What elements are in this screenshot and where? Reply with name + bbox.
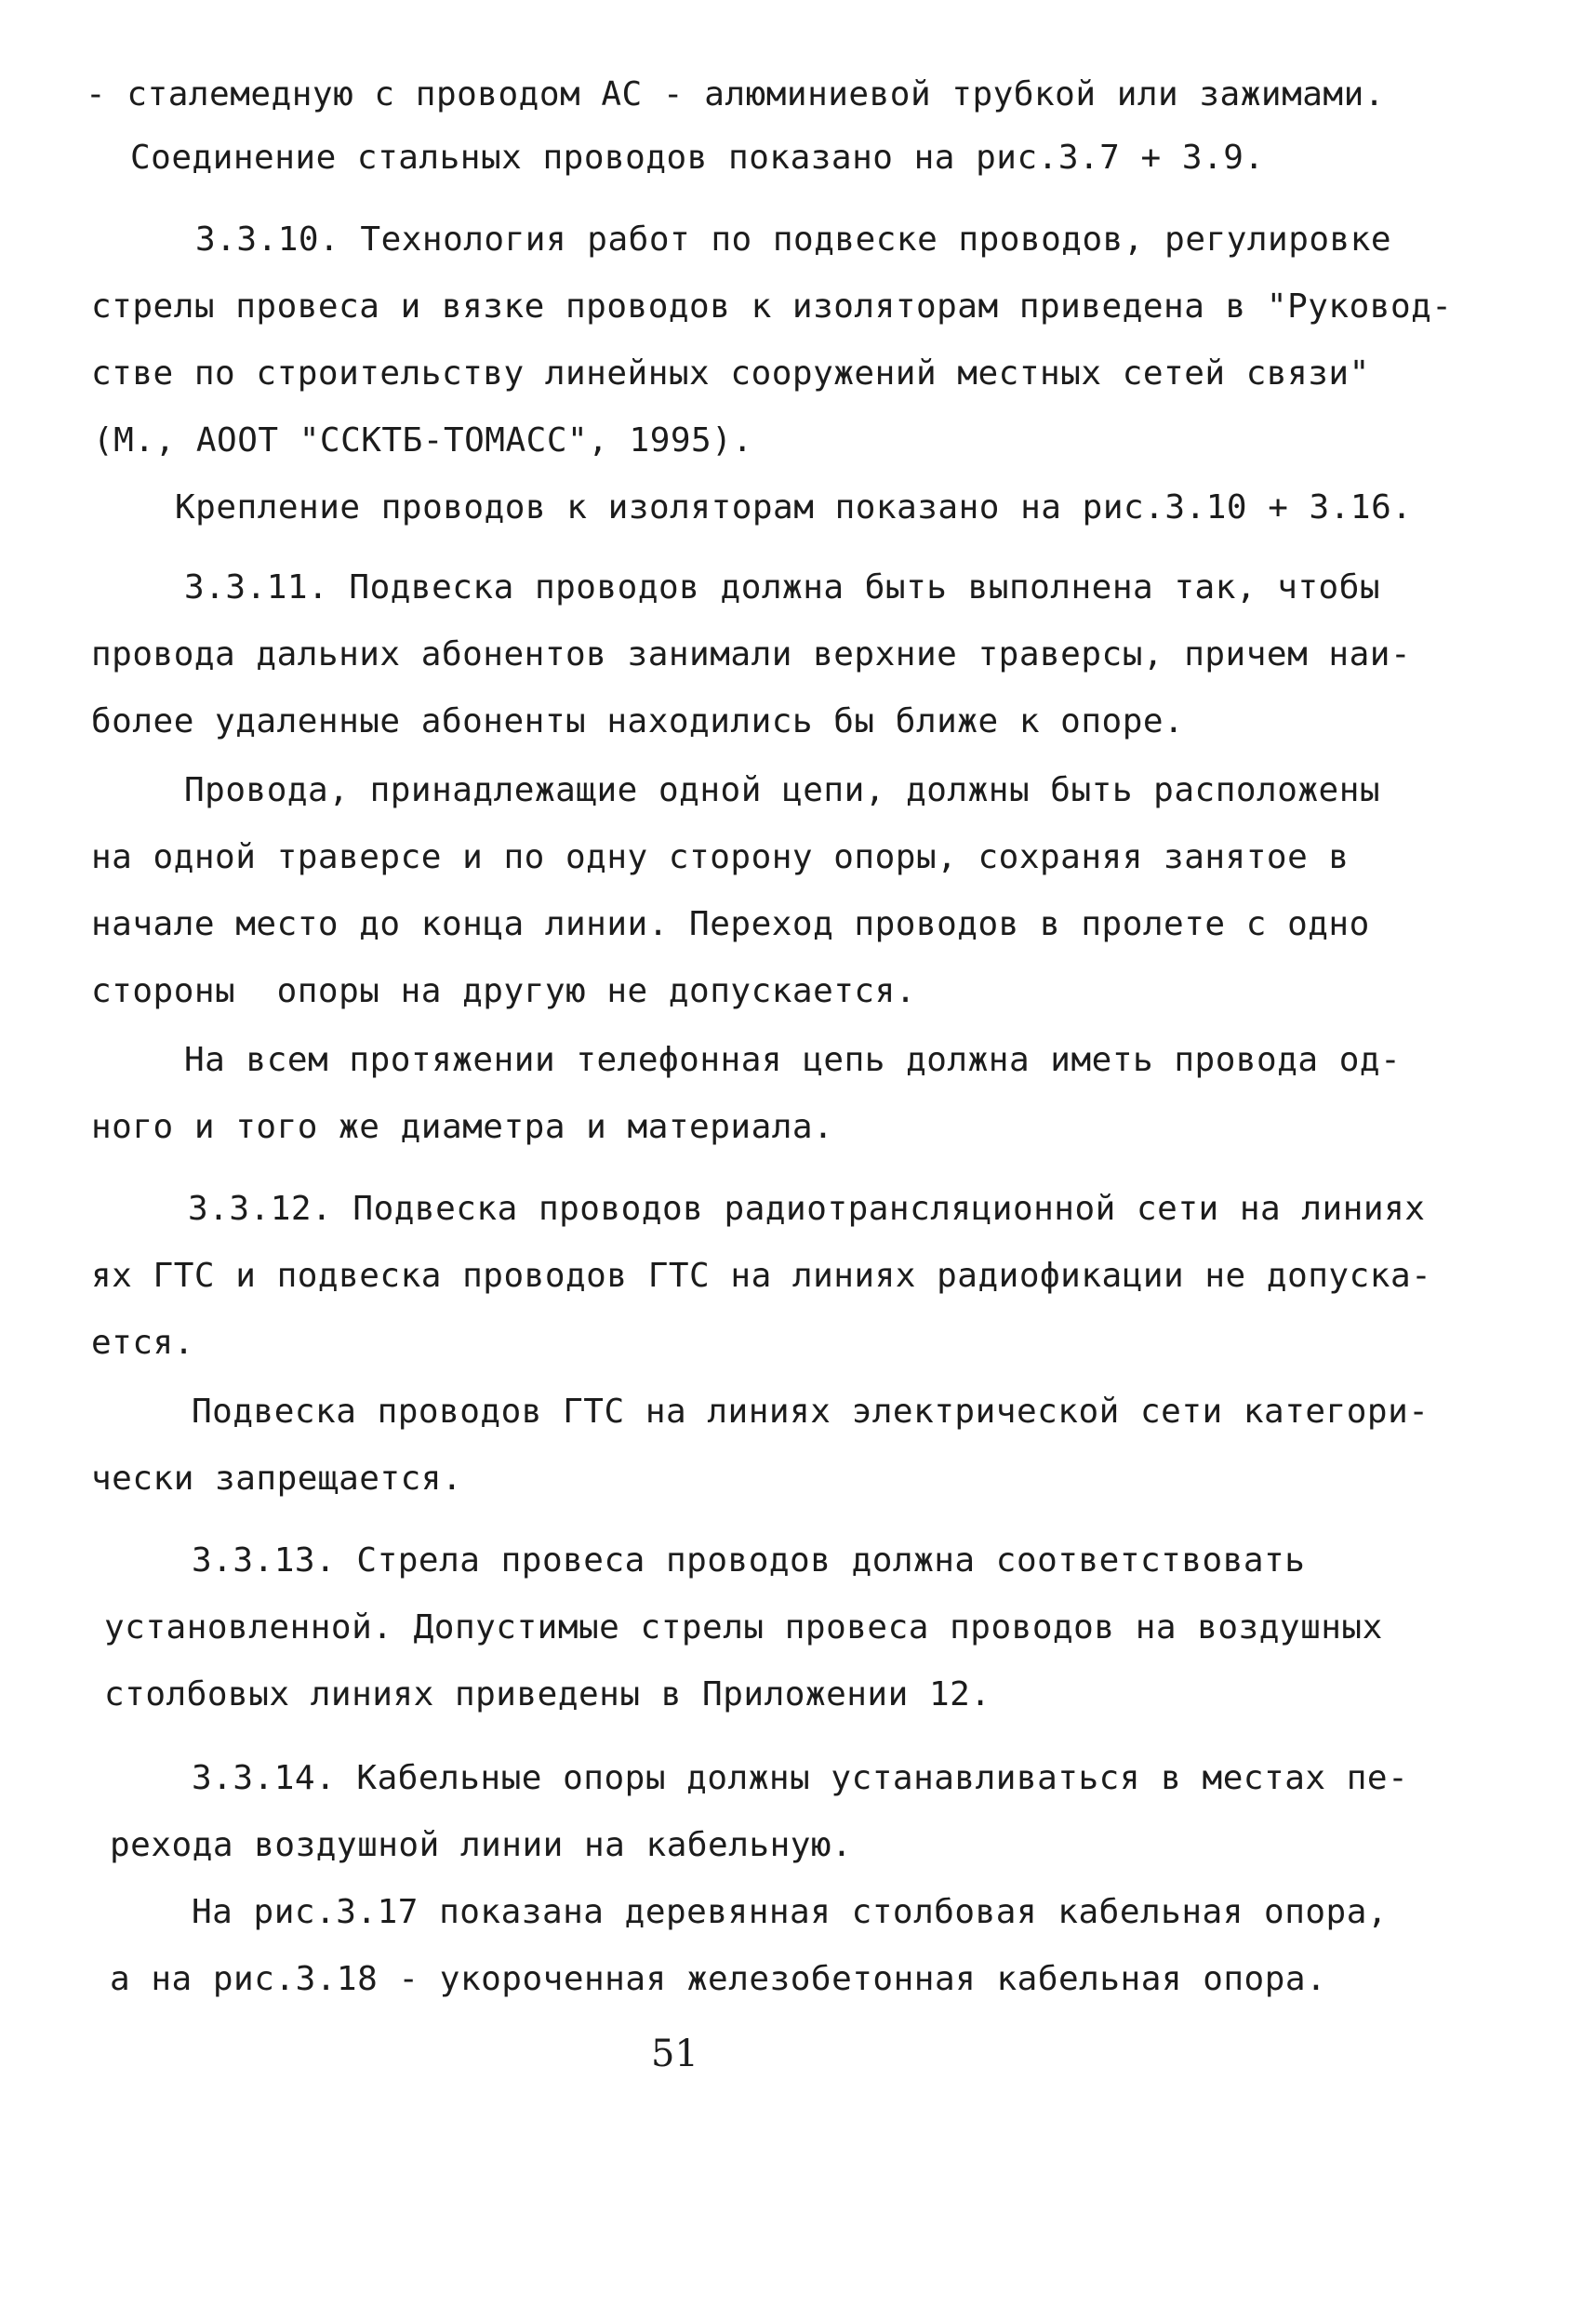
text-line: Крепление проводов к изоляторам показано на рис.3.10 + 3.16.	[175, 488, 1413, 527]
text-line: - сталемедную с проводом АС - алюминиевой трубкой или зажимами.	[86, 75, 1385, 113]
text-line: ется.	[91, 1324, 194, 1362]
text-line: 3.3.11. Подвеска проводов должна быть выполнена так, чтобы	[184, 568, 1381, 607]
text-line: ях ГТС и подвеска проводов ГТС на линиях радиофикации не допуска-	[91, 1257, 1432, 1295]
text-line: Подвеска проводов ГТС на линиях электрической сети категори-	[192, 1393, 1430, 1431]
text-line: а на рис.3.18 - укороченная железобетонная кабельная опора.	[110, 1960, 1327, 1998]
text-line: стороны опоры на другую не допускается.	[91, 972, 916, 1010]
text-line: 3.3.13. Стрела провеса проводов должна соответствовать	[192, 1541, 1306, 1580]
text-line: чески запрещается.	[91, 1460, 463, 1498]
text-line: на одной траверсе и по одну сторону опоры, сохраняя занятое в	[91, 838, 1350, 876]
page-number: 51	[651, 2033, 698, 2075]
text-line: 3.3.14. Кабельные опоры должны устанавливаться в местах пе-	[192, 1759, 1409, 1797]
text-line: Соединение стальных проводов показано на рис.3.7 + 3.9.	[130, 139, 1265, 177]
text-line: установленной. Допустимые стрелы провеса проводов на воздушных	[104, 1608, 1383, 1647]
text-line: стве по строительству линейных сооружений местных сетей связи"	[91, 354, 1370, 393]
text-line: Провода, принадлежащие одной цепи, должны быть расположены	[184, 771, 1381, 809]
text-line: провода дальних абонентов занимали верхние траверсы, причем наи-	[91, 635, 1412, 673]
text-line: стрелы провеса и вязке проводов к изоляторам приведена в "Руковод-	[91, 287, 1453, 326]
text-line: начале место до конца линии. Переход проводов в пролете с одно	[91, 905, 1370, 943]
text-line: ного и того же диаметра и материала.	[91, 1108, 834, 1146]
text-line: (М., АООТ "ССКТБ-ТОМАСС", 1995).	[93, 421, 753, 460]
text-line: рехода воздушной линии на кабельную.	[110, 1826, 853, 1864]
text-line: 3.3.10. Технология работ по подвеске проводов, регулировке	[195, 220, 1392, 259]
text-line: На рис.3.17 показана деревянная столбовая кабельная опора,	[192, 1893, 1389, 1931]
text-line: более удаленные абоненты находились бы ближе к опоре.	[91, 702, 1185, 740]
text-line: На всем протяжении телефонная цепь должна иметь провода од-	[184, 1041, 1402, 1079]
text-line: 3.3.12. Подвеска проводов радиотрансляционной сети на линиях	[188, 1190, 1426, 1228]
text-line: столбовых линиях приведены в Приложении 12.	[104, 1675, 991, 1713]
